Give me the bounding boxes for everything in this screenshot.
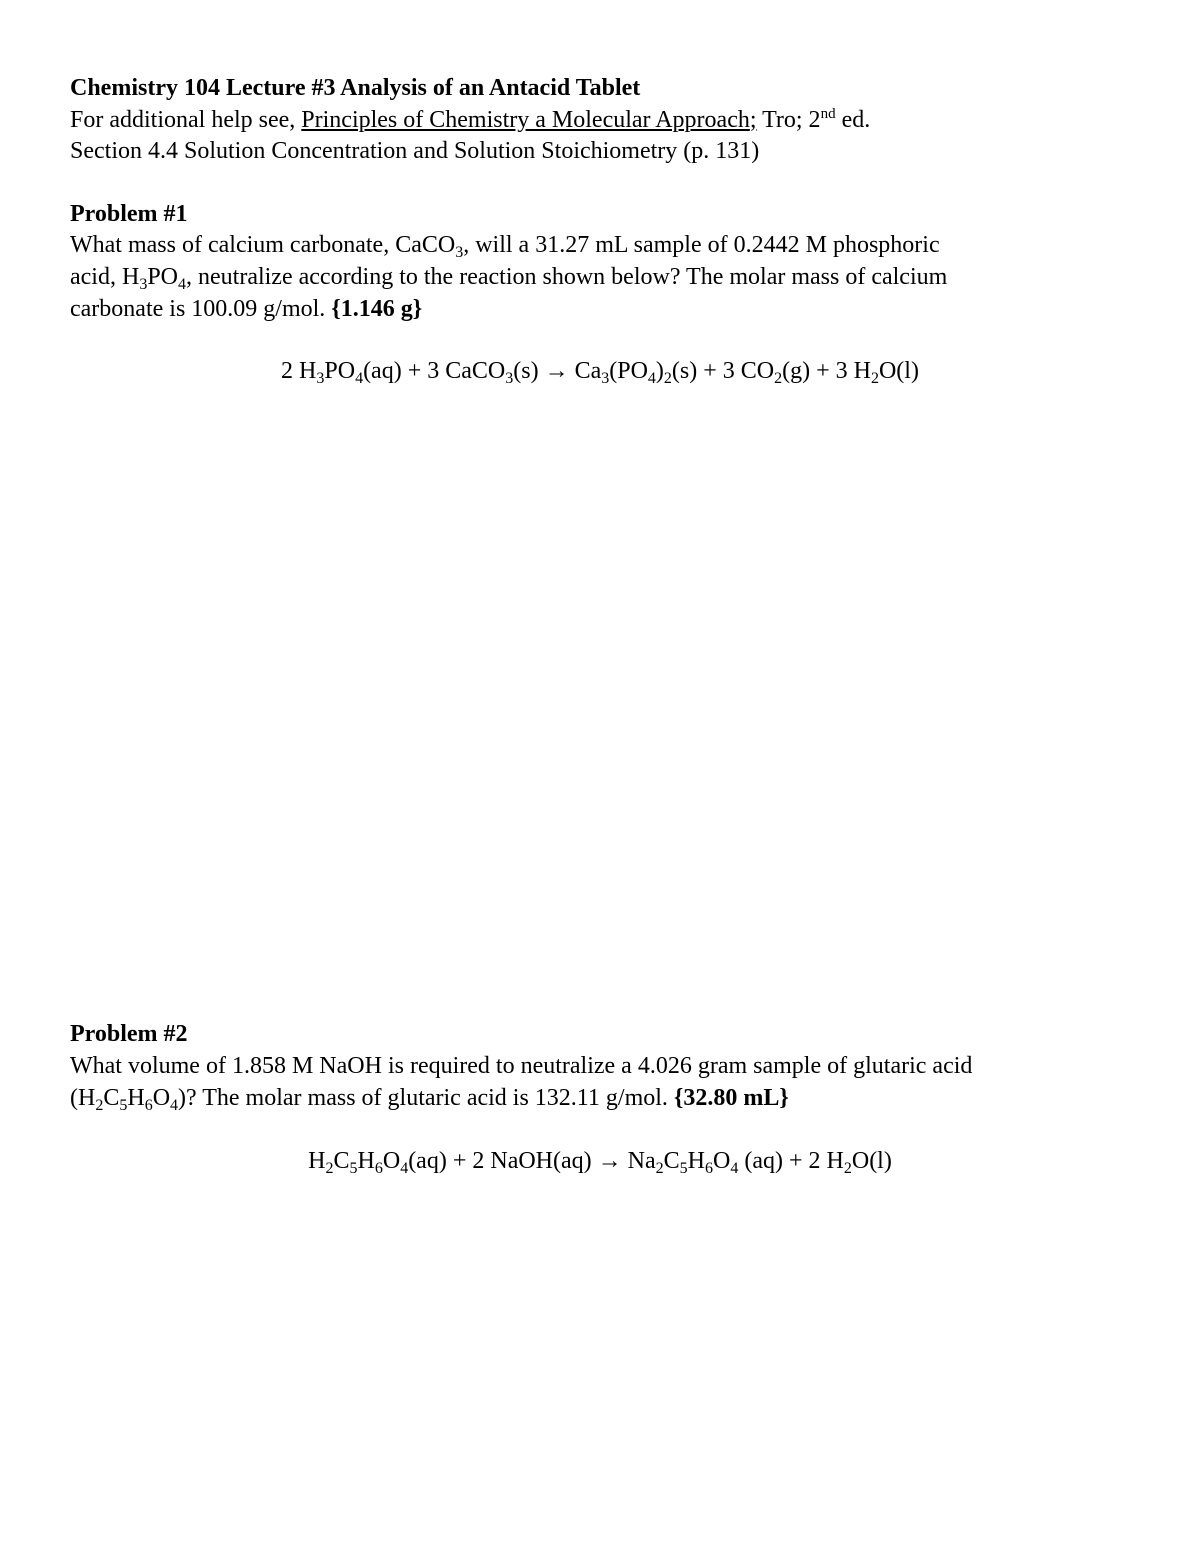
eq2-s1: 2 [325, 1160, 334, 1177]
p1-l2-b: PO [147, 264, 178, 290]
p1-l1-a: What mass of calcium carbonate, CaCO [70, 232, 456, 258]
eq2-s3: 6 [374, 1160, 383, 1177]
p2-l2-e: )? The molar mass of glutaric acid is 132.11 g/mol. [178, 1085, 674, 1111]
reaction-arrow-icon: → [544, 358, 569, 384]
p2-l2-s2: 5 [119, 1097, 128, 1114]
eq2-s5: 2 [655, 1160, 664, 1177]
eq2-s6: 5 [679, 1160, 688, 1177]
p1-l2-sub1: 3 [139, 276, 148, 293]
eq1-t6: (PO [609, 358, 648, 384]
p2-l2-s3: 6 [144, 1097, 153, 1114]
help-prefix: For additional help see, [70, 107, 302, 133]
eq1-s5: 4 [647, 370, 656, 387]
eq1-t9: (g) + 3 H [782, 358, 871, 384]
eq2-t5: (aq) + 2 NaOH(aq) [408, 1148, 598, 1174]
eq1-t2: PO [324, 358, 356, 384]
help-suffix: ed. [835, 107, 871, 133]
eq1-t8: (s) + 3 CO [671, 358, 775, 384]
eq2-s9: 2 [843, 1160, 852, 1177]
eq2-s8: 4 [730, 1160, 739, 1177]
p1-l3-a: carbonate is 100.09 g/mol. [70, 296, 332, 322]
problem1-equation [0, 356, 1200, 387]
eq1-s7: 2 [774, 370, 783, 387]
book-title: Principles of Chemistry a Molecular Approach [301, 107, 750, 133]
problem1-text-line2 [70, 262, 947, 293]
eq2-s7: 6 [705, 1160, 713, 1177]
help-semicolon: ; [749, 107, 757, 133]
eq1-s3: 3 [505, 370, 514, 387]
eq2-t7: C [663, 1148, 680, 1174]
problem1-text-line1 [70, 230, 940, 261]
help-author: Tro; 2 [756, 107, 821, 133]
p2-l2-s1: 2 [95, 1097, 104, 1114]
help-reference-line [70, 105, 870, 136]
eq1-t3: (aq) + 3 CaCO [363, 358, 506, 384]
p2-l2-c: H [127, 1085, 145, 1111]
problem2-answer: {32.80 mL} [673, 1085, 789, 1111]
problem1-text-line3 [70, 294, 422, 325]
eq2-t8: H [687, 1148, 705, 1174]
p2-l2-b: C [103, 1085, 120, 1111]
eq2-s2: 5 [349, 1160, 358, 1177]
eq2-t1: H [308, 1148, 326, 1174]
p1-l2-sub2: 4 [178, 276, 186, 293]
eq1-t10: O(l) [878, 358, 919, 384]
section-reference: Section 4.4 Solution Concentration and Solution Stoichiometry (p. 131) [70, 138, 760, 164]
eq2-t11: O(l) [851, 1148, 892, 1174]
problem1-heading: Problem #1 [70, 201, 188, 227]
eq2-s4: 4 [400, 1160, 409, 1177]
eq2-t9: O [713, 1148, 731, 1174]
problem2-heading: Problem #2 [70, 1021, 188, 1047]
eq2-t2: C [333, 1148, 350, 1174]
p1-l2-a: acid, H [70, 264, 140, 290]
edition-superscript: nd [820, 106, 836, 122]
p2-l2-d: O [152, 1085, 171, 1111]
eq1-s4: 3 [601, 370, 610, 387]
eq2-t3: H [357, 1148, 375, 1174]
eq1-s2: 4 [355, 370, 364, 387]
problem2-text-line1: What volume of 1.858 M NaOH is required to neutralize a 4.026 gram sample of glutaric acid [70, 1053, 973, 1079]
eq1-s8: 2 [870, 370, 879, 387]
eq1-t4: (s) [513, 358, 545, 384]
page-title: Chemistry 104 Lecture #3 Analysis of an Antacid Tablet [70, 75, 641, 101]
p1-l1-b: , will a 31.27 mL sample of 0.2442 M phosphoric [463, 232, 940, 258]
eq2-t4: O [382, 1148, 401, 1174]
reaction-arrow-icon: → [597, 1148, 622, 1174]
eq1-s6: 2 [663, 370, 672, 387]
eq1-t1: 2 H [281, 358, 317, 384]
problem2-equation [0, 1146, 1200, 1177]
eq1-t7: ) [655, 358, 664, 384]
p1-l2-c: , neutralize according to the reaction shown below? The molar mass of calcium [186, 264, 948, 290]
eq1-s1: 3 [316, 370, 325, 387]
problem1-answer: {1.146 g} [331, 296, 423, 322]
eq1-t5: Ca [568, 358, 602, 384]
eq2-t10: (aq) + 2 H [738, 1148, 844, 1174]
p2-l2-a: (H [70, 1085, 96, 1111]
problem2-text-line2 [70, 1083, 789, 1114]
eq2-t6: Na [621, 1148, 656, 1174]
p1-l1-sub: 3 [455, 244, 464, 261]
p2-l2-s4: 4 [170, 1097, 179, 1114]
